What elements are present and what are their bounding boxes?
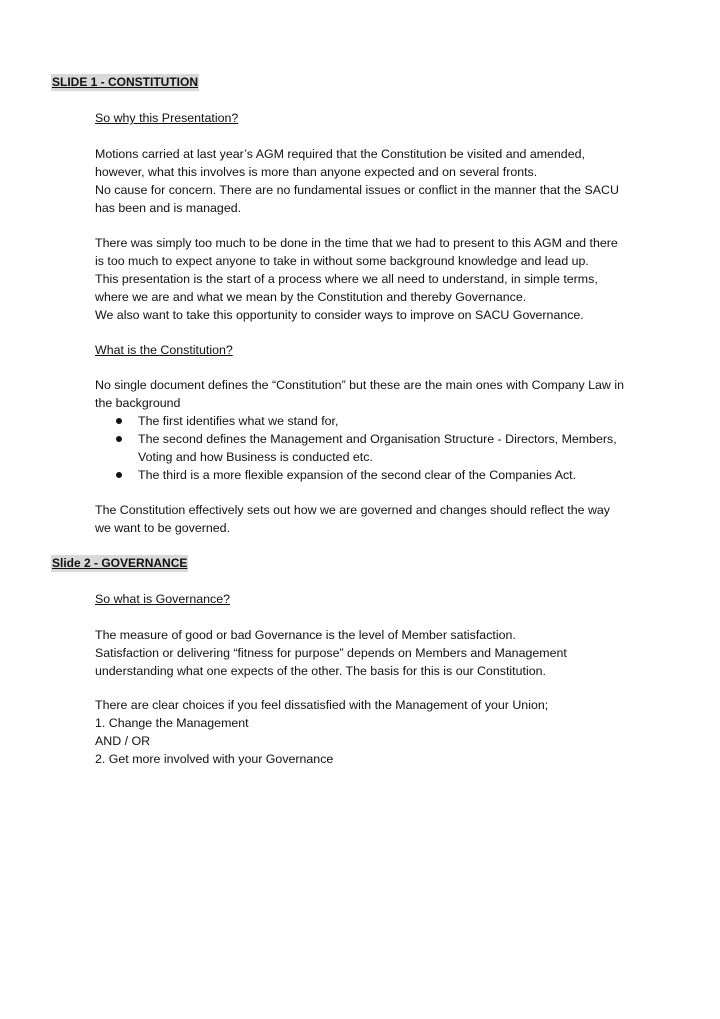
bullet-icon [116, 418, 122, 424]
bullet-icon [116, 436, 122, 442]
text-line: The measure of good or bad Governance is the level of Member satisfaction. [95, 628, 516, 642]
text-line: 1. Change the Management [95, 716, 249, 730]
text-line: however, what this involves is more than anyone expected and on several fronts. [95, 165, 538, 179]
text-line: There was simply too much to be done in the time that we had to present to this AGM and there [95, 236, 618, 250]
text-line: Motions carried at last year’s AGM required that the Constitution be visited and amended, [95, 147, 585, 161]
text-line: AND / OR [95, 734, 151, 748]
text-line: Satisfaction or delivering “fitness for purpose” depends on Members and Management [95, 646, 567, 660]
paragraph-measure-governance [95, 626, 680, 680]
text-line: the background [95, 396, 181, 410]
slide-1-heading: SLIDE 1 - CONSTITUTION [52, 75, 199, 89]
slide-2-heading: Slide 2 - GOVERNANCE [52, 556, 188, 570]
text-line: The second defines the Management and Organisation Structure - Directors, Members, [138, 432, 617, 446]
text-line: No cause for concern. There are no fundamental issues or conflict in the manner that the SACU [95, 183, 619, 197]
text-line: There are clear choices if you feel dissatisfied with the Management of your Union; [95, 698, 549, 712]
paragraph-no-single-document [95, 376, 680, 412]
what-governance-subheading: So what is Governance? [95, 592, 230, 606]
text-line: The Constitution effectively sets out how we are governed and changes should reflect the way [95, 503, 610, 517]
what-constitution-subheading: What is the Constitution? [95, 343, 233, 357]
text-line: The first identifies what we stand for, [138, 414, 339, 428]
text-line: Voting and how Business is conducted etc. [138, 450, 373, 464]
bullet-icon [116, 472, 122, 478]
list-item [95, 466, 680, 484]
list-item [95, 412, 680, 430]
paragraph-constitution-sets-out [95, 501, 680, 537]
why-presentation-subheading: So why this Presentation? [95, 111, 239, 125]
text-line: has been and is managed. [95, 201, 242, 215]
paragraph-clear-choices [95, 696, 680, 768]
paragraph-motions [95, 145, 680, 217]
text-line: is too much to expect anyone to take in without some background knowledge and lead up. [95, 254, 589, 268]
text-line: We also want to take this opportunity to consider ways to improve on SACU Governance. [95, 308, 584, 322]
text-line: 2. Get more involved with your Governance [95, 752, 334, 766]
text-line: The third is a more flexible expansion of the second clear of the Companies Act. [138, 468, 577, 482]
constitution-documents-list [95, 412, 680, 484]
list-item [95, 430, 680, 466]
text-line: No single document defines the “Constitution” but these are the main ones with Company Law in [95, 378, 624, 392]
text-line: we want to be governed. [95, 521, 231, 535]
text-line: understanding what one expects of the other. The basis for this is our Constitution. [95, 664, 546, 678]
text-line: where we are and what we mean by the Constitution and thereby Governance. [95, 290, 527, 304]
text-line: This presentation is the start of a process where we all need to understand, in simple terms, [95, 272, 598, 286]
paragraph-too-much [95, 234, 680, 324]
